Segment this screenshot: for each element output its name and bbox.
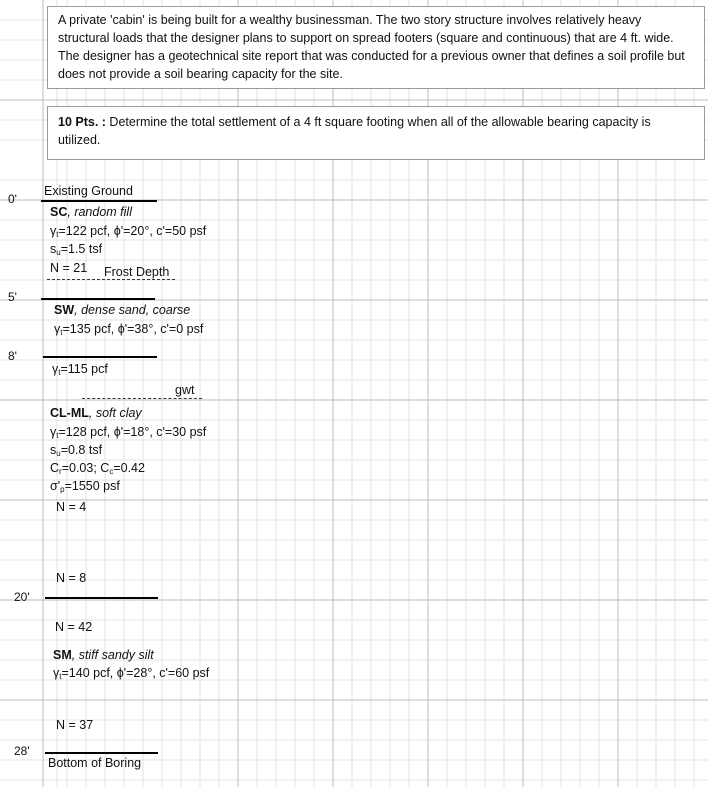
sm-spt-n0: N = 42 xyxy=(55,620,93,634)
layer-boundary-28ft xyxy=(45,752,158,754)
sm-layer-props: $\gamma_t=140$ pcf, ϕ'=28°, c'=60 psf xyxy=(53,666,210,681)
sw-unit-weight-below-8: $\gamma_t=115$ pcf xyxy=(52,362,108,377)
existing-ground-label: Existing Ground xyxy=(44,184,133,198)
sm-layer-title: SM, stiff sandy silt xyxy=(53,648,154,662)
depth-label-20: 20' xyxy=(14,590,30,604)
clml-compression-indices: $C_r=0.03$; $C_c=0.42$ xyxy=(50,461,145,476)
clml-undrained-strength: $s_u=0.8$ tsf xyxy=(50,443,103,458)
problem-statement xyxy=(47,6,705,89)
frost-depth-label: Frost Depth xyxy=(104,265,170,279)
sc-layer-props: $\gamma_t=122$ pcf, ϕ'=20°, c'=50 psf xyxy=(50,224,207,239)
ground-surface-line xyxy=(41,200,157,202)
layer-boundary-8ft xyxy=(43,356,157,358)
question-text: Determine the total settlement of a 4 ft square footing when all of the allowable bearing capacity is utilized. xyxy=(58,115,651,147)
clml-layer-props: $\gamma_t=128$ pcf, ϕ'=18°, c'=30 psf xyxy=(50,425,207,440)
layer-boundary-20ft xyxy=(45,597,158,599)
clml-spt-n2: N = 8 xyxy=(56,571,87,585)
depth-label-0: 0' xyxy=(8,192,17,206)
depth-label-5: 5' xyxy=(8,290,17,304)
problem-text: A private 'cabin' is being built for a wealthy businessman. The two story structure involves relatively heavy structural loads that the designer plans to support on spread footers (square and continuous) that are 4 ft. wide. The designer has a geotechnical site report that was conducted for a previous owner that defines a soil profile but does not provide a soil bearing capacity for the site. xyxy=(58,13,685,81)
clml-spt-n1: N = 4 xyxy=(56,500,87,514)
sw-layer-props: $\gamma_t=135$ pcf, ϕ'=38°, c'=0 psf xyxy=(54,322,204,337)
depth-label-28: 28' xyxy=(14,744,30,758)
points-label: 10 Pts. : xyxy=(58,115,106,129)
sw-layer-title: SW, dense sand, coarse xyxy=(54,303,191,317)
layer-boundary-5ft xyxy=(41,298,155,300)
bottom-of-boring-label: Bottom of Boring xyxy=(48,756,142,770)
groundwater-line xyxy=(82,398,202,399)
question-box xyxy=(47,106,705,160)
sc-spt-n: N = 21 xyxy=(50,261,88,275)
depth-label-8: 8' xyxy=(8,349,17,363)
gwt-label: gwt xyxy=(175,383,195,397)
clml-layer-title: CL-ML, soft clay xyxy=(50,406,142,420)
sm-spt-n: N = 37 xyxy=(56,718,94,732)
clml-preconsolidation: $\sigma'_p=1550$ psf xyxy=(50,479,120,494)
sc-undrained-strength: $s_u=1.5$ tsf xyxy=(50,242,103,257)
sc-layer-title: SC, random fill xyxy=(50,205,132,219)
